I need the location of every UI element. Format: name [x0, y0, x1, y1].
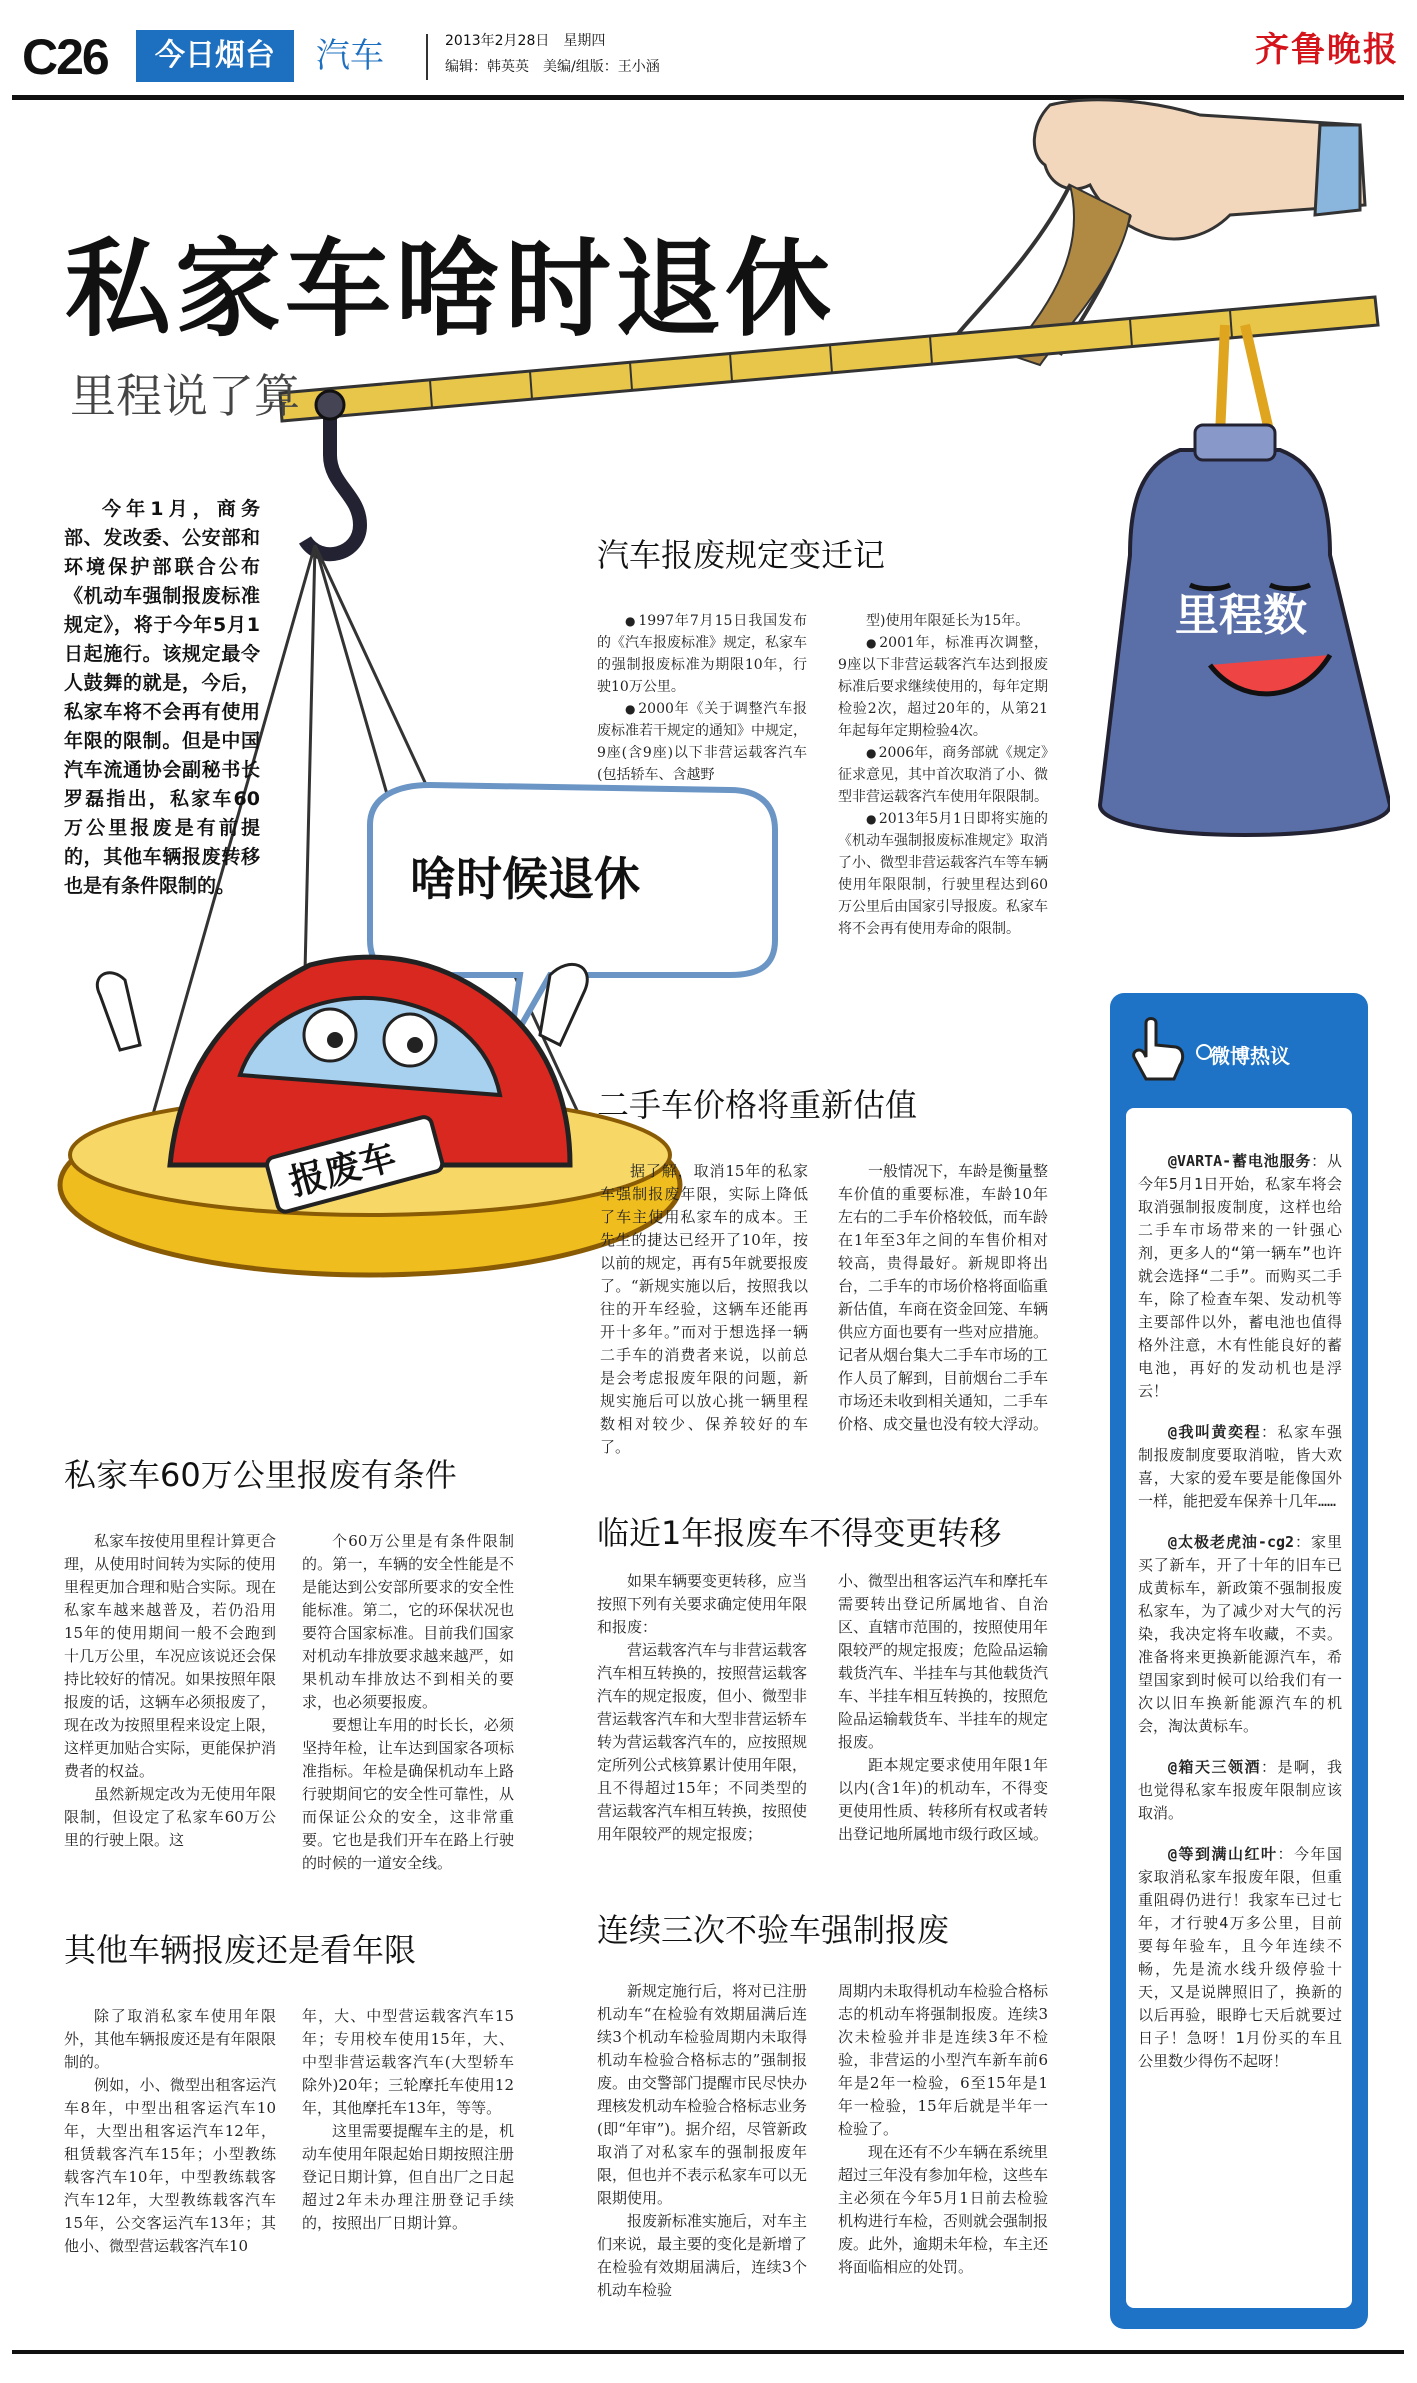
- other-heading: 其他车辆报废还是看年限: [64, 1931, 417, 1969]
- weibo-text: ：私家车强制报废制度要取消啦，皆大欢喜，大家的爱车要是能像国外一样，能把爱车保养十几年……: [1138, 1423, 1342, 1510]
- weibo-user: @太极老虎油-cg2: [1168, 1533, 1295, 1551]
- condition-col1: [64, 1530, 276, 1852]
- weibo-text: ：从今年5月1日开始，私家车将会取消强制报废制度，这样也给二手车市场带来的一针强心剂，更多人的“第一辆车”也许就会选择“二手”。而购买二手车，除了检查车架、发动机等主要部件以外，蓄电池也值得格外注意，木有性能良好的蓄电池，再好的发动机也是浮云！: [1138, 1152, 1342, 1400]
- history-col2: [838, 610, 1048, 940]
- inspection-col2: [838, 1980, 1048, 2279]
- intro-paragraph: 今年1月，商务部、发改委、公安部和环境保护部联合公布《机动车强制报废标准规定》，将于今年5月1日起施行。该规定最令人鼓舞的就是，今后，私家车将不会再有使用年限的限制。但是中国汽车流通协会副秘书长罗磊指出，私家车60万公里报废是有前提的，其他车辆报废转移也是有条件限制的。: [64, 498, 260, 897]
- transfer-col2: [838, 1570, 1048, 1846]
- newspaper-brand-logo: 齐鲁晚报: [1255, 30, 1399, 70]
- used-car-heading: 二手车价格将重新估值: [597, 1086, 918, 1124]
- inspection-col1: [597, 1980, 807, 2302]
- paragraph: 现在还有不少车辆在系统里超过三年没有参加年检，这些车主必须在今年5月1日前去检验机构进行车检，否则就会强制报废。此外，逾期未年检，车主还将面临相应的处罚。: [838, 2143, 1049, 2276]
- weibo-user: @等到满山红叶: [1168, 1845, 1278, 1863]
- paragraph: 例如，小、微型出租客运汽车8年，中型出租客运汽车10年，大型出租客运汽车12年，租赁载客汽车15年；小型教练载客汽车10年，中型教练载客汽车12年，大型教练载客汽车15年，公交客运汽车13年；其他小、微型营运载客汽车10: [64, 2076, 276, 2255]
- paragraph: 私家车按使用里程计算更合理，从使用时间转为实际的使用里程更加合理和贴合实际。现在私家车越来越普及，若仍沿用15年的使用期间一般不会跑到十几万公里，车况应该说还会保持比较好的情况。如果按照年限报废的话，这辆车必须报废了，现在改为按照里程来设定上限，这样更加贴合实际，更能保护消费者的权益。: [64, 1532, 276, 1780]
- weibo-post: [1138, 1421, 1342, 1513]
- paragraph: 一般情况下，车龄是衡量整车价值的重要标准，车龄10年左右的二手车价格较低，而车龄在1年至3年之间的车售价相对较高，贵得最好。新规即将出台，二手车的市场价格将面临重新估值，车商在资金回笼、车辆供应方面也要有一些对应措施。记者从烟台集大二手车市场的工作人员了解到，目前烟台二手车市场还未收到相关通知，二手车价格、成交量也没有较大浮动。: [838, 1162, 1049, 1433]
- weibo-post: [1138, 1843, 1342, 2073]
- paragraph: 新规定施行后，将对已注册机动车“在检验有效期届满后连续3个机动车检验周期内未取得机动车检验合格标志的”强制报废。由交警部门提醒市民尽快办理核发机动车检验合格标志业务(即“年审”)。据介绍，尽管新政取消了对私家车的强制报废年限，但也并不表示私家车可以无限期使用。: [597, 1982, 808, 2207]
- paragraph: 据了解，取消15年的私家车强制报废年限，实际上降低了车主使用私家车的成本。王先生的捷达已经开了10年，按以前的规定，再有5年就要报废了。“新规实施以后，按照我以往的开车经验，这辆车还能再开十多年。”而对于想选择一辆二手车的消费者来说，以前总是会考虑报废年限的问题，新规实施后可以放心挑一辆里程数相对较少、保养较好的车了。: [600, 1162, 808, 1456]
- used-car-col1: [600, 1160, 808, 1459]
- paragraph: 虽然新规定改为无使用年限限制，但设定了私家车60万公里的行驶上限。这: [64, 1785, 276, 1849]
- weibo-text: ：今年国家取消私家车报废年限，但重重阻碍仍进行！我家车已过七年，才行驶4万多公里，目前要每年验车，且今年连续不畅，先是流水线升级停验十天，又是说牌照旧了，换新的以后再验，眼睁七天后就要过日子！急呀！1月份买的车且公里数少得伤不起呀！: [1138, 1845, 1342, 2070]
- transfer-heading: 临近1年报废车不得变更转移: [597, 1514, 1002, 1552]
- weibo-text: ：是啊，我也觉得私家车报废年限制应该取消。: [1138, 1758, 1342, 1822]
- paragraph: 除了取消私家车使用年限外，其他车辆报废还是有年限限制的。: [64, 2007, 276, 2071]
- sub-headline: 里程说了算: [70, 369, 300, 423]
- history-item: ● 2013年5月1日即将实施的《机动车强制报废标准规定》取消了小、微型非营运载客汽车等车辆使用年限限制，行驶里程达到60万公里后由国家引导报废。私家车将不会再有使用寿命的限制。: [838, 808, 1048, 940]
- editors-credit: 编辑：韩英英 美编/组版：王小涵: [445, 59, 660, 75]
- weight-label: 里程数: [1175, 590, 1307, 641]
- paragraph: 小、微型出租客运汽车和摩托车需要转出登记所属地省、自治区、直辖市范围的，按照使用年限较严的规定报废；危险品运输载货汽车、半挂车与其他载货汽车、半挂车相互转换的，按照危险品运输载货车、半挂车的规定报废。: [838, 1572, 1049, 1751]
- history-item: 型)使用年限延长为15年。: [866, 613, 1030, 629]
- weibo-posts: [1138, 1150, 1342, 2091]
- history-item: ● 2000年《关于调整汽车报废标准若干规定的通知》中规定，9座(含9座)以下非营运载客汽车(包括轿车、含越野: [597, 698, 807, 786]
- weibo-post: [1138, 1756, 1342, 1825]
- hook-icon: [305, 410, 360, 554]
- paragraph: 要想让车用的时长长，必须坚持年检，让车达到国家各项标准指标。年检是确保机动车上路行驶期间它的安全性可靠性，从而保证公众的安全，这非常重要。它也是我们开车在路上行驶的时候的一道安全线。: [302, 1716, 514, 1872]
- paragraph: 报废新标准实施后，对车主们来说，最主要的变化是新增了在检验有效期届满后，连续3个机动车检验: [597, 2212, 808, 2299]
- main-headline: 私家车啥时退休: [65, 228, 835, 351]
- paragraph: 营运载客汽车与非营运载客汽车相互转换的，按照营运载客汽车的规定报废，但小、微型非营运载客汽车和大型非营运轿车转为营运载客汽车的，应按照规定所列公式核算累计使用年限，且不得超过15年；不同类型的营运载客汽车相互转换，按照使用年限较严的规定报废；: [597, 1641, 808, 1843]
- weibo-post: [1138, 1150, 1342, 1403]
- mileage-weight: [1100, 450, 1390, 835]
- weibo-user: @我叫黄奕程: [1168, 1423, 1261, 1441]
- car-plate-text: 报废车: [285, 1136, 401, 1204]
- condition-col2: [302, 1530, 514, 1875]
- other-col2: [302, 2005, 514, 2235]
- paragraph: 年，大、中型营运载客汽车15年；专用校车使用15年，大、中型非营运载客汽车(大型轿车除外)20年；三轮摩托车使用12年，其他摩托车13年，等等。: [302, 2007, 514, 2117]
- weibo-post: [1138, 1531, 1342, 1738]
- transfer-col1: [597, 1570, 807, 1846]
- section-name: 汽车: [316, 36, 384, 76]
- speech-bubble-text: 啥时候退休: [410, 852, 640, 906]
- paragraph: 周期内未取得机动车检验合格标志的机动车将强制报废。连续3次未检验并非是连续3年不检验，非营运的小型汽车新车前6年是2年一检验，6至15年是1年一检验，15年后就是半年一检验了。: [838, 1982, 1049, 2138]
- history-item: ● 2006年，商务部就《规定》征求意见，其中首次取消了小、微型非营运载客汽车使用年限限制。: [838, 742, 1048, 808]
- issue-date: 2013年2月28日 星期四: [445, 33, 606, 49]
- used-car-col2: [838, 1160, 1048, 1436]
- other-col1: [64, 2005, 276, 2258]
- weibo-user: @VARTA-蓄电池服务: [1168, 1152, 1312, 1170]
- paragraph: 如果车辆要变更转移，应当按照下列有关要求确定使用年限和报废：: [597, 1572, 808, 1636]
- weibo-user: @箱天三领酒: [1168, 1758, 1261, 1776]
- section-tab: 今日烟台: [136, 30, 294, 82]
- paragraph: 距本规定要求使用年限1年以内(含1年)的机动车，不得变更使用性质、转移所有权或者转出登记地所属地市级行政区域。: [838, 1756, 1049, 1843]
- paragraph: 个60万公里是有条件限制的。第一，车辆的安全性能是不是能达到公安部所要求的安全性能标准。第二，它的环保状况也要符合国家标准。目前我们国家对机动车排放要求越来越严，如果机动车排放达不到相关的要求，也必须要报废。: [302, 1532, 514, 1711]
- history-item: ● 2001年，标准再次调整，9座以下非营运载客汽车达到报废标准后要求继续使用的，每年定期检验2次，超过20年的，从第21年起每年定期检验4次。: [838, 632, 1048, 742]
- footer-rule: [12, 2350, 1404, 2354]
- masthead-divider: [426, 34, 428, 80]
- pointing-hand-icon: [1128, 1015, 1188, 1085]
- history-col1: [597, 610, 807, 786]
- history-heading: 汽车报废规定变迁记: [597, 536, 886, 574]
- weibo-title: 微博热议: [1210, 1044, 1290, 1068]
- condition-heading: 私家车60万公里报废有条件: [64, 1456, 457, 1494]
- inspection-heading: 连续三次不验车强制报废: [597, 1911, 950, 1949]
- page-number: C26: [22, 29, 108, 85]
- weibo-text: ：家里买了新车，开了十年的旧车已成黄标车，新政策不强制报废私家车，为了减少对大气的污染，我决定将车收藏，不卖。准备将来更换新能源汽车，希望国家到时候可以给我们有一次以旧车换新能源汽车的机会，淘汰黄标车。: [1138, 1533, 1342, 1735]
- paragraph: 这里需要提醒车主的是，机动车使用年限起始日期按照注册登记日期计算，但自出厂之日起超过2年未办理注册登记手续的，按照出厂日期计算。: [302, 2122, 514, 2232]
- history-item: ● 1997年7月15日我国发布的《汽车报废标准》规定，私家车的强制报废标准为期限10年，行驶10万公里。: [597, 610, 807, 698]
